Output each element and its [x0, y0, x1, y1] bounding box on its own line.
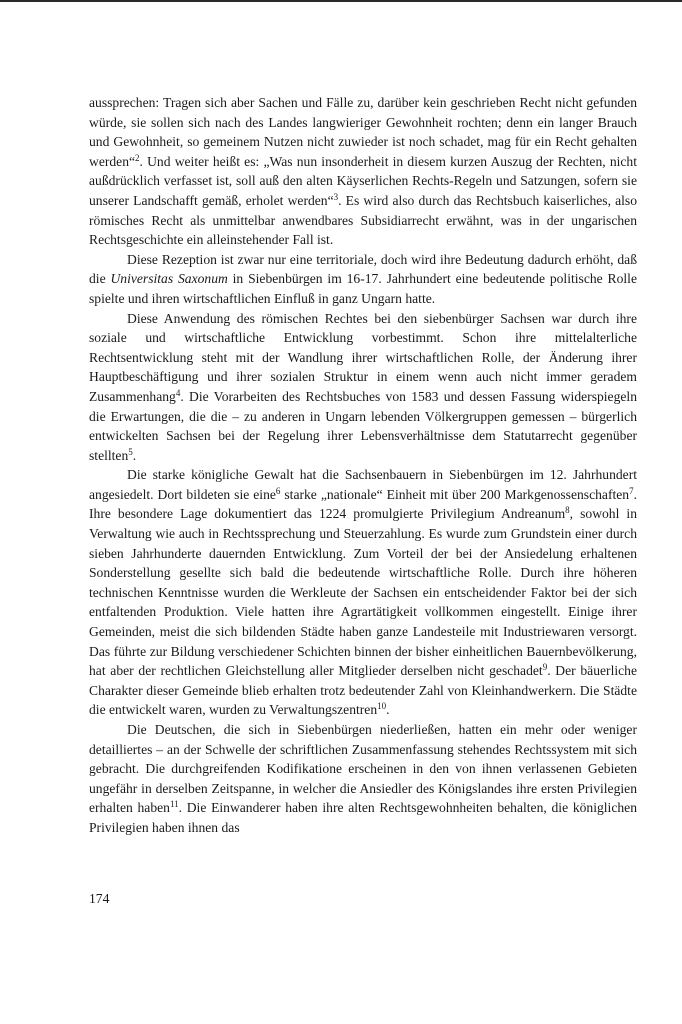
paragraph — [89, 720, 637, 838]
page-number: 174 — [89, 891, 110, 906]
footnote-marker: 9 — [542, 662, 548, 673]
text-run: . Der bäuerliche Charakter dieser Gemeinde blieb erhalten trotz bedeutender Zahl von Kleinhandwerkern. Die Städte die entwickelt waren, wurden zu Verwaltungszentren — [89, 663, 637, 718]
footnote-marker: 8 — [565, 505, 570, 516]
text-run: Die starke königliche Gewalt hat die Sachsenbauern in Siebenbürgen im 12. Jahrhundert angesiedelt. Dort bildeten sie eine — [89, 467, 637, 502]
footnote-marker: 2 — [135, 152, 140, 163]
paragraph — [89, 93, 637, 250]
text-run: . Die Vorarbeiten des Rechtsbuches von 1583 und dessen Fassung widerspiegeln die Erwartungen, die die – zu anderen in Ungarn lebenden Völkergruppen gemessen – bürgerlich entwickelten Sachsen bei der Regelung ihrer Lebensverhältnisse dem Statutarrecht gegenüber stellten — [89, 388, 637, 463]
text-run: Diese Anwendung des römischen Rechtes bei den siebenbürger Sachsen war durch ihre soziale und wirtschaftliche Entwicklung vorbestimmt. Schon ihre mittelalterliche Rechtsentwicklung steht mit der Wandlung ihrer wirtschaftlichen Rolle, der Änderung ihrer Hauptbeschäftigung und ihrer sozialen Struktur in einem wenn auch nicht immer geradem Zusammenhang — [89, 310, 637, 404]
text-run: Die Deutschen, die sich in Siebenbürgen niederließen, hatten ein mehr oder weniger detailliertes – an der Schwelle der schriftlichen Zusammenfassung stehendes Rechtssystem mit sich gebracht. Die durchgreifenden Kodifikatione erscheinen in den von ihnen verlassenen Gebieten ungefähr in derselben Zeitspanne, in welcher die Ansiedler des Königslandes ihre ersten Privilegien erhalten haben — [89, 722, 637, 816]
text-run: . — [132, 447, 137, 463]
text-run: Diese Rezeption ist zwar nur eine territoriale, doch wird ihre Bedeutung dadurch erhöht, daß die — [89, 251, 637, 287]
paragraph — [89, 250, 637, 309]
text-run: . Es wird also durch das Rechtsbuch kaiserliches, also römisches Recht als unmittelbar anwendbares Subsidiarrecht erwähnt, was in der ungarischen Rechtsgeschichte ein alleinstehender Fall ist. — [89, 192, 637, 248]
footnote-marker: 5 — [128, 446, 133, 457]
footnote-marker: 11 — [169, 799, 179, 810]
footnote-marker: 7 — [629, 485, 634, 496]
body-text — [89, 93, 637, 838]
paragraph — [89, 309, 637, 466]
page-top-rule — [0, 0, 682, 2]
text-run: , sowohl in Verwaltung wie auch in Rechtssprechung und Steuerzahlung. Es wurde zum Grundstein einer durch sieben Jahrhunderte dauernden Entwicklung. Zum Vorteil der bei der Ansiedelung erhaltenen Sonderstellung gesellte sich bald die bedeutende wirtschaftliche Rolle. Durch ihre höheren technischen Kenntnisse wurden die Werkleute der Sachsen ein entscheidender Faktor bei der sich entfaltenden Produktion. Viele hatten ihre Agrartätigkeit vollkommen eingestellt. Einige ihrer Gemeinden, meist die sich bildenden Städte haben ganze Landesteile mit Industriewaren versorgt. Das führte zur Bildung verschiedener Schichten binnen der bisher einheitlichen Bauernbevölkerung, hat aber der rechtlichen Gleichstellung aller Mitglieder derselben nicht geschadet — [89, 506, 637, 679]
italic-term: Universitas Saxonum — [110, 271, 228, 287]
text-run: . Die Einwanderer haben ihre alten Rechtsgewohnheiten behalten, die königlichen Privilegien haben ihnen das — [89, 800, 637, 835]
footnote-marker: 4 — [175, 387, 181, 398]
paragraph — [89, 465, 637, 720]
footnote-marker: 6 — [275, 485, 281, 496]
text-run: . Ihre besondere Lage dokumentiert das 1224 promulgierte Privilegium Andreanum — [89, 486, 637, 522]
text-run: . — [386, 702, 390, 718]
footnote-marker: 10 — [377, 701, 387, 712]
footnote-marker: 3 — [333, 191, 339, 202]
text-run: aussprechen: Tragen sich aber Sachen und Fälle zu, darüber kein geschrieben Recht nicht gefunden würde, sie sollen sich nach des Landes langwieriger Gewohnheit rochten; denn ein langer Brauch und Gewohnheit, so gemeinem Nutzen nicht zuwieder ist noch schadet, mag für ein Recht gehalten werden“ — [89, 95, 637, 169]
text-run: starke „nationale“ Einheit mit über 200 Markgenossenschaften — [280, 486, 630, 502]
text-run: in Siebenbürgen im 16-17. Jahrhundert eine bedeutende politische Rolle spielte und ihren wirtschaftlichen Einfluß in ganz Ungarn hatte. — [89, 271, 637, 306]
text-run: . Und weiter heißt es: „Was nun insonderheit in diesem kurzen Auszug der Rechten, nicht außdrücklich verfasset ist, soll auß den alten Käyserlichen Rechts-Regeln und Satzungen, sofern sie unserer Landschafft gemäß, erholet werden“ — [89, 153, 637, 208]
